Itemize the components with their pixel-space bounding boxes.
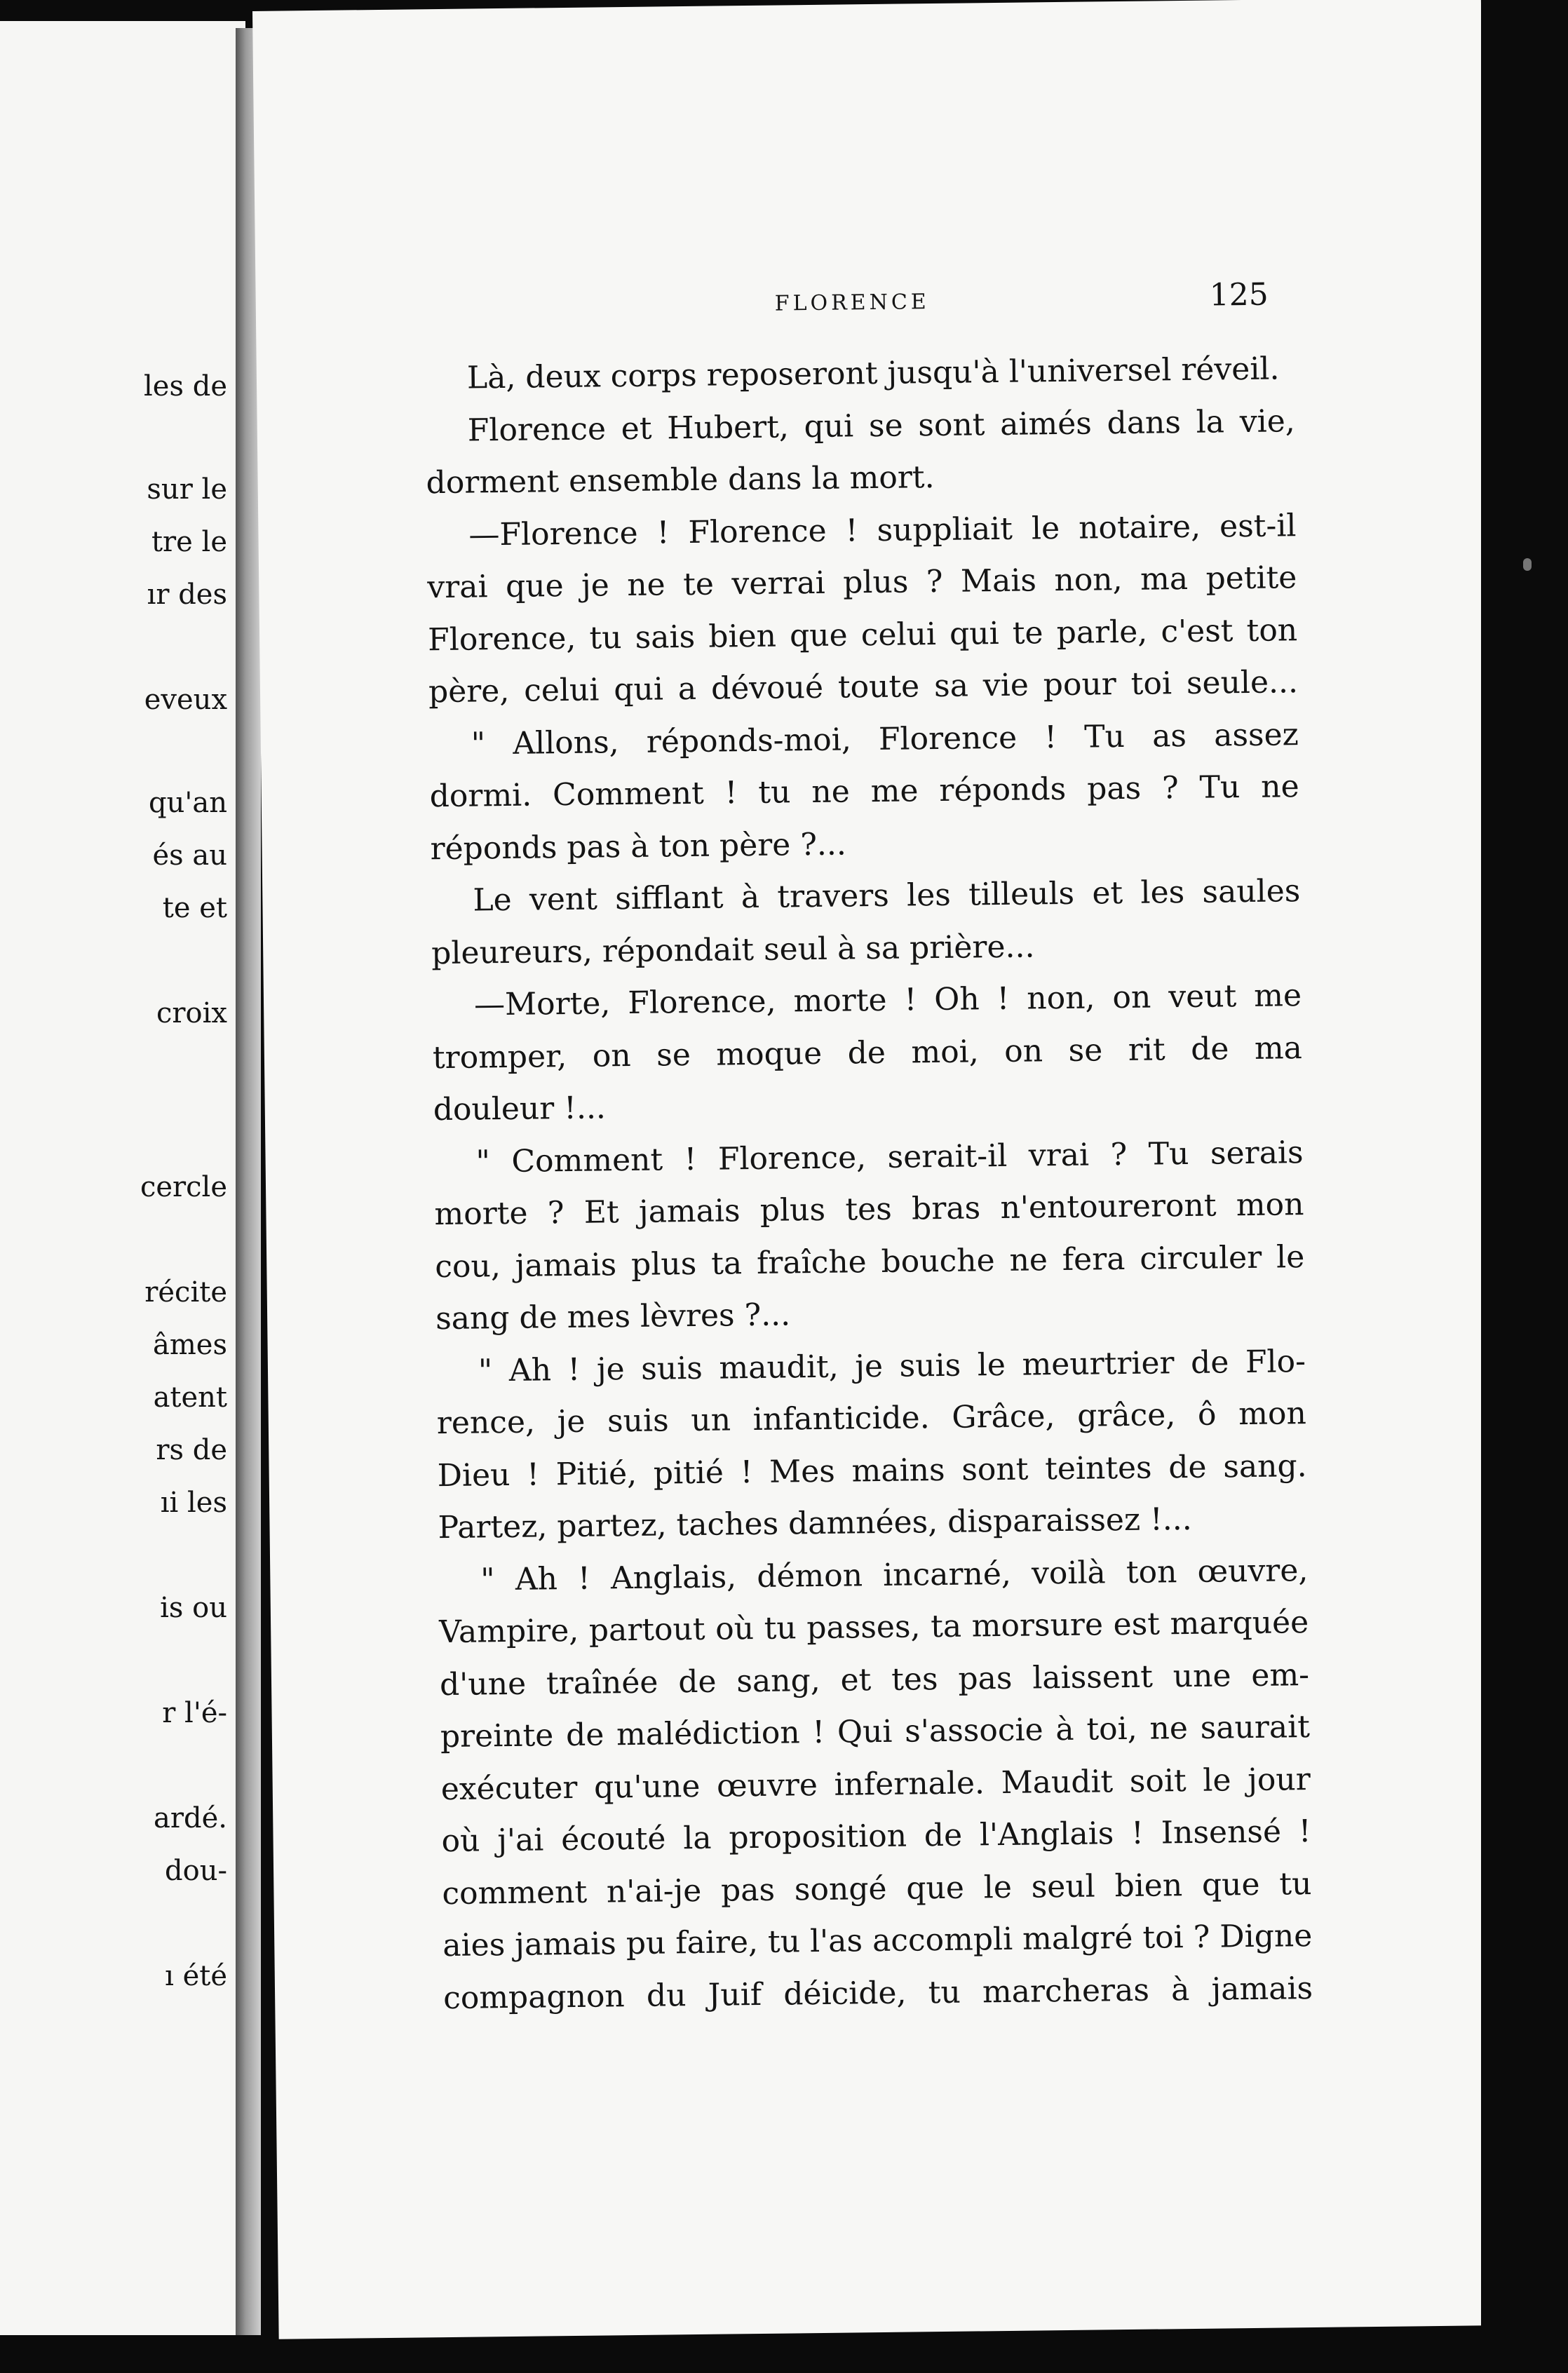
left-page-fragment: is ou [160, 1592, 227, 1624]
text-line: " Ah ! je suis maudit, je suis le meurtrier de Flo- [478, 1343, 1306, 1388]
text-line: cou, jamais plus ta fraîche bouche ne fera circuler le [435, 1238, 1305, 1285]
text-line: vrai que je ne te verrai plus ? Mais non, ma petite [427, 560, 1297, 606]
left-page-fragment: tre le [151, 526, 227, 558]
left-page-fragment: r l'é- [162, 1697, 227, 1729]
left-page-fragment: les de [144, 370, 227, 403]
left-page-fragment: rs de [156, 1434, 227, 1466]
right-page [252, 0, 1508, 2339]
left-page-fragment: ardé. [154, 1802, 227, 1834]
left-page-fragment: croix [156, 997, 227, 1029]
running-head: FLORENCE [774, 290, 930, 316]
left-page-fragment: dou- [165, 1855, 227, 1887]
left-page-fragment: qu'an [149, 787, 227, 819]
text-line: preinte de malédiction ! Qui s'associe à toi, ne saurait [440, 1709, 1311, 1755]
text-line: " Ah ! Anglais, démon incarné, voilà ton œuvre, [480, 1552, 1309, 1597]
text-line: père, celui qui a dévoué toute sa vie pour toi seule... [428, 664, 1299, 710]
text-line: " Comment ! Florence, serait-il vrai ? Tu serais [475, 1134, 1304, 1179]
left-page-fragment: récite [144, 1276, 227, 1309]
text-line: " Allons, réponds-moi, Florence ! Tu as assez [471, 716, 1299, 762]
text-line: Florence et Hubert, qui se sont aimés dans la vie, [467, 403, 1296, 449]
text-line: rence, je suis un infanticide. Grâce, grâce, ô mon [436, 1395, 1307, 1442]
text-line: sang de mes lèvres ?... [435, 1297, 791, 1337]
text-line: Le vent sifflant à travers les tilleuls et les saules [473, 873, 1301, 919]
text-line: aies jamais pu faire, tu l'as accompli malgré toi ? Digne [442, 1918, 1313, 1964]
text-line: Dieu ! Pitié, pitié ! Mes mains sont teintes de sang. [437, 1447, 1307, 1494]
text-line: où j'ai écouté la proposition de l'Anglais ! Insensé ! [441, 1813, 1311, 1860]
left-page-fragment: cercle [140, 1171, 227, 1203]
text-line: Partez, partez, taches damnées, disparaissez !... [438, 1501, 1193, 1546]
left-page [0, 21, 245, 2335]
text-line: —Morte, Florence, morte ! Oh ! non, on veut me [473, 978, 1302, 1023]
text-line: réponds pas à ton père ?... [430, 825, 847, 867]
text-line: Vampire, partout où tu passes, ta morsure est marquée [438, 1604, 1309, 1651]
text-line: comment n'ai-je pas songé que le seul bien que tu [442, 1865, 1312, 1912]
left-page-fragment: eveux [144, 684, 227, 716]
left-page-fragment: ır des [147, 579, 227, 611]
text-line: dorment ensemble dans la mort. [426, 459, 935, 501]
text-line: Là, deux corps reposeront jusqu'à l'universel réveil. [466, 351, 1280, 396]
text-line: morte ? Et jamais plus tes bras n'entoureront mon [434, 1186, 1304, 1233]
scan-speck [1523, 558, 1532, 571]
left-page-fragment: te et [162, 892, 227, 924]
left-page-fragment: sur le [147, 473, 227, 506]
page-number: 125 [1209, 276, 1269, 313]
text-line: d'une traînée de sang, et tes pas laissent une em- [439, 1656, 1310, 1703]
scan-background-edge [1481, 0, 1568, 2373]
body-text [425, 343, 1313, 2024]
left-page-fragment: ı été [165, 1960, 227, 1992]
text-line: exécuter qu'une œuvre infernale. Maudit soit le jour [440, 1761, 1311, 1807]
left-page-fragment: atent [153, 1381, 227, 1414]
text-line: Florence, tu sais bien que celui qui te parle, c'est ton [427, 611, 1298, 658]
text-line: pleureurs, répondait seul à sa prière... [431, 928, 1035, 971]
text-line: —Florence ! Florence ! suppliait le notaire, est-il [468, 507, 1297, 553]
left-page-fragment: és au [152, 839, 227, 872]
text-line: dormi. Comment ! tu ne me réponds pas ? Tu ne [429, 769, 1299, 815]
left-page-fragment: ıi les [160, 1487, 227, 1519]
text-line: tromper, on se moque de moi, on se rit de ma [432, 1029, 1303, 1076]
left-page-fragment: âmes [153, 1329, 227, 1361]
text-line: douleur !... [433, 1090, 607, 1128]
text-line: compagnon du Juif déicide, tu marcheras à jamais [442, 1970, 1313, 2016]
